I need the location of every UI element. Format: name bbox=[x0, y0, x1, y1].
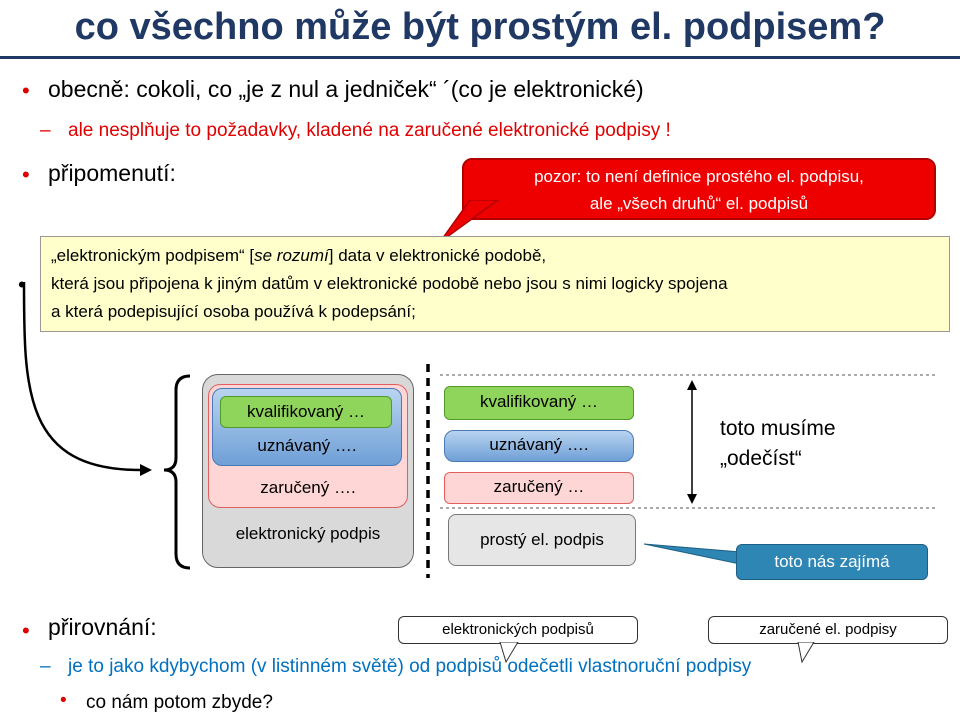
title-divider bbox=[0, 56, 960, 59]
interest-callout: toto nás zajímá bbox=[736, 544, 928, 580]
definition-line3: a která podepisující osoba používá k podepsání; bbox=[51, 302, 416, 321]
bullet-comparison-sub2: co nám potom zbyde? bbox=[86, 692, 273, 713]
warning-callout bbox=[462, 158, 936, 220]
double-arrow-icon bbox=[682, 378, 702, 506]
callout-guaranteed-signatures: zaručené el. podpisy bbox=[708, 616, 948, 644]
stack-qualified-label: kvalifikovaný … bbox=[479, 392, 599, 411]
guaranteed-label: zaručený …. bbox=[260, 478, 356, 497]
callout-electronic-signatures: elektronických podpisů bbox=[398, 616, 638, 644]
bullet-comparison-sub: je to jako kdybychom (v listinném světě) od podpisů odečetli vlastnoruční podpisy bbox=[68, 656, 752, 677]
stack-simple-label: prostý el. podpis bbox=[480, 530, 604, 549]
bullet-dot: • bbox=[22, 162, 30, 187]
recognized-label: uznávaný …. bbox=[257, 436, 357, 455]
bullet-dot: • bbox=[60, 690, 67, 711]
bullet-comparison: přirovnání: bbox=[48, 614, 157, 640]
bullet-reminder: připomenutí: bbox=[48, 160, 176, 186]
stack-recognized-label: uznávaný …. bbox=[489, 435, 589, 454]
bullet-general: obecně: cokoli, co „je z nul a jedniček“ ´(co je elektronické) bbox=[48, 76, 644, 102]
bullet-general-sub: ale nesplňuje to požadavky, kladené na zaručené elektronické podpisy ! bbox=[68, 120, 671, 141]
teal-callout-pointer bbox=[644, 538, 744, 568]
definition-line2: která jsou připojena k jiným datům v elektronické podobě nebo jsou s nimi logicky spojena bbox=[51, 274, 728, 293]
subtract-note: toto musíme „odečíst“ bbox=[720, 417, 836, 470]
connector-arrow bbox=[0, 270, 220, 580]
bullet-dot: • bbox=[18, 272, 26, 297]
stack-guaranteed-label: zaručený … bbox=[493, 477, 585, 496]
divider-dashed bbox=[420, 362, 436, 582]
warning-callout-line2: ale „všech druhů“ el. podpisů bbox=[589, 194, 809, 213]
page-title: co všechno může být prostým el. podpisem? bbox=[74, 6, 886, 48]
qualified-label: kvalifikovaný … bbox=[246, 402, 366, 421]
warning-callout-line1: pozor: to není definice prostého el. podpisu, bbox=[534, 167, 864, 186]
dash-marker: – bbox=[40, 120, 51, 141]
bullet-dot: • bbox=[22, 618, 30, 643]
electronic-label: elektronický podpis bbox=[235, 524, 381, 543]
bullet-dot: • bbox=[22, 78, 30, 103]
dash-marker: – bbox=[40, 656, 51, 677]
definition-line1: „elektronickým podpisem“ [se rozumí] data v elektronické podobě, bbox=[51, 246, 547, 265]
